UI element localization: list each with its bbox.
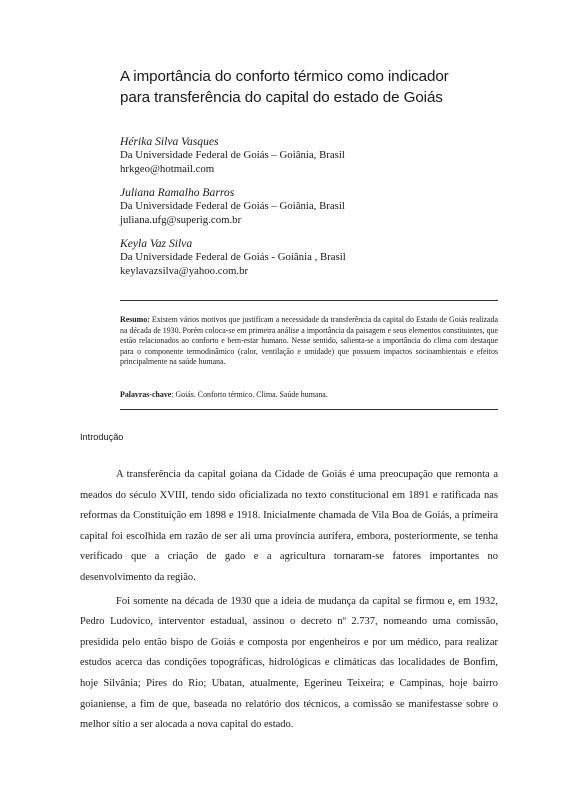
author-list: [120, 135, 520, 288]
bottom-divider: [120, 409, 498, 410]
paper-title: [120, 66, 520, 108]
abstract-text: Existem vários motivos que justificam a necessidade da transferência da capital do Estado de Goiás realizada na década de 1930. Porém coloca-se em primeira análise a importância da paisagem e seus elementos constituintes, que estão relacionados ao conforto e bem-estar humano. Nesse sentido, salienta-se a importância do clima com destaque para o componente termodinâmico (calor, ventilação e umidade) que possuem impactos socioambientais e efeitos principalmente na saúde humana.: [120, 315, 498, 367]
body-paragraph: A transferência da capital goiana da Cidade de Goiás é uma preocupação que remonta a meados do século XVIII, tendo sido oficializada no texto constitucional em 1891 e ratificada nas reformas da Constituição em 1898 e 1918. Inicialmente chamada de Vila Boa de Goiás, a primeira capital foi escolhida em razão de ser ali uma província aurífera, embora, posteriormente, se tenha verificado que a criação de gado e a agricultura tornaram-se fatores importantes no desenvolvimento da região.: [80, 469, 498, 583]
abstract-label: Resumo:: [120, 315, 150, 324]
author-email: hrkgeo@hotmail.com: [120, 162, 215, 175]
author-affiliation: Da Universidade Federal de Goiás – Goiânia, Brasil: [120, 200, 345, 212]
author-block: [120, 237, 520, 278]
author-affiliation: Da Universidade Federal de Goiás – Goiânia, Brasil: [120, 149, 345, 161]
author-name: Juliana Ramalho Barros: [120, 186, 235, 199]
section-body: [80, 465, 498, 739]
keywords-label: Palavras-chave: [120, 390, 172, 399]
author-affiliation: Da Universidade Federal de Goiás - Goiânia , Brasil: [120, 251, 346, 263]
author-name: Hérika Silva Vasques: [120, 135, 219, 148]
author-block: [120, 135, 520, 176]
keywords-text: : Goiás. Conforto térmico. Clima. Saúde humana.: [171, 390, 328, 399]
author-block: [120, 186, 520, 227]
keywords: [120, 390, 498, 401]
title-line-2: para transferência do capital do estado de Goiás: [120, 89, 443, 106]
author-email: keylavazsilva@yahoo.com.br: [120, 264, 249, 277]
section-heading: Introdução: [80, 432, 124, 442]
author-name: Keyla Vaz Silva: [120, 237, 193, 250]
abstract: [120, 315, 498, 368]
title-line-1: A importância do conforto térmico como indicador: [120, 68, 449, 85]
top-divider: [120, 300, 498, 301]
author-email: juliana.ufg@superig.com.br: [120, 213, 242, 226]
body-paragraph: Foi somente na década de 1930 que a ideia de mudança da capital se firmou e, em 1932, Pedro Ludovico, interventor estadual, assinou o decreto nº 2.737, nomeando uma comissão, presidida pelo então bispo de Goiás e composta por engenheiros e por um médico, para realizar estudos acerca das condições topográficas, hidrológicas e climáticas das localidades de Bonfim, hoje Silvânia; Pires do Rio; Ubatan, atualmente, Egerineu Teixeira; e Campinas, hoje bairro goianiense, a fim de que, baseada no relatório dos técnicos, a comissão se manifestasse sobre o melhor sítio a ser alocada a nova capital do estado.: [80, 595, 498, 731]
